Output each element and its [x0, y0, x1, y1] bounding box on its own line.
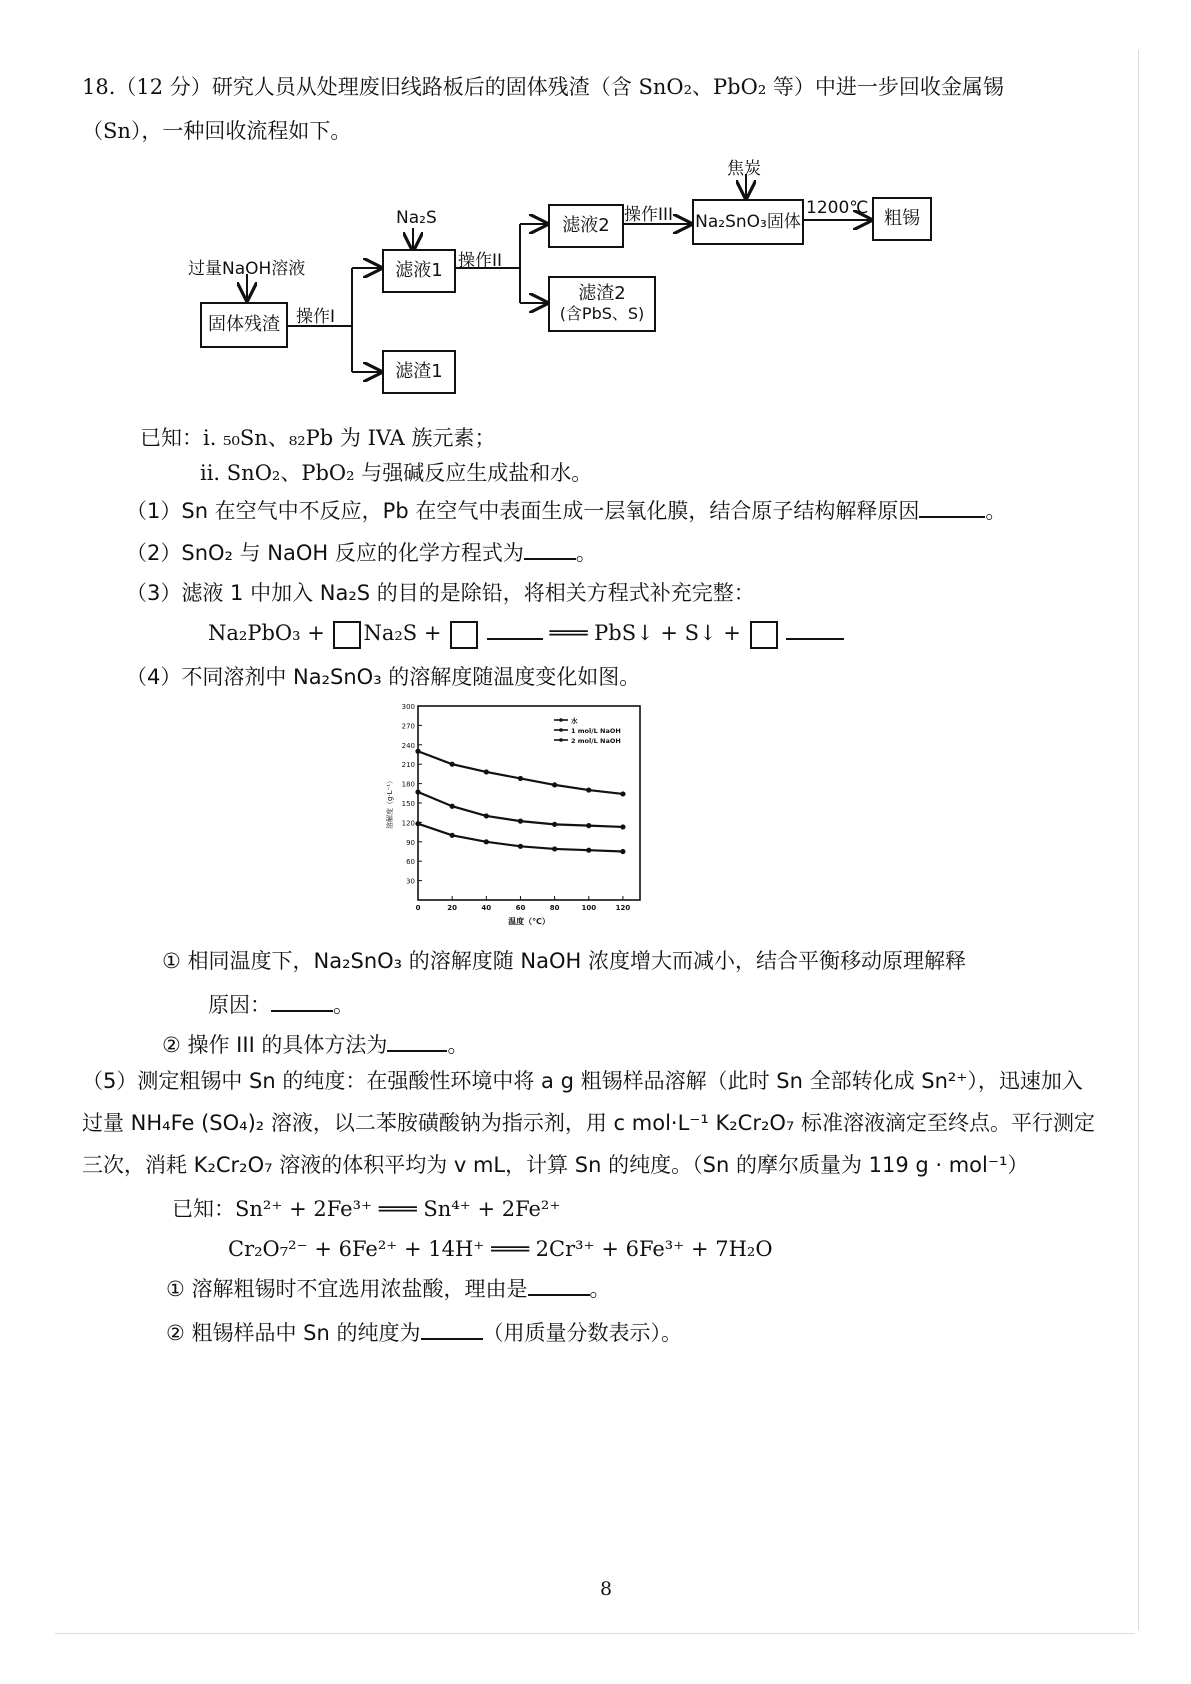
series-3-point [620, 849, 625, 854]
page-bottom-edge [55, 1633, 1135, 1634]
question-number: 18. [82, 75, 116, 99]
q5-2-text: ② 粗锡样品中 Sn 的纯度为 [166, 1321, 421, 1345]
coefficient-box-3[interactable] [750, 621, 778, 649]
q3: （3）滤液 1 中加入 Na₂S 的目的是除铅，将相关方程式补充完整： [126, 581, 755, 605]
q2-period: 。 [575, 541, 597, 565]
series-3-point [415, 821, 420, 826]
q4-1b-text: 原因： [208, 993, 271, 1017]
series-1-point [620, 791, 625, 796]
op1-label: 操作I [296, 307, 336, 327]
solubility-chart-svg [372, 700, 662, 932]
series-3-point [552, 846, 557, 851]
q3-eq-part-c: ═══ PbS↓ + S↓ + [549, 621, 741, 645]
question-score: （12 分） [115, 75, 212, 99]
legend-label-3: 2 mol/L NaOH [571, 737, 621, 745]
series-3-point [450, 833, 455, 838]
known-label: 已知： [140, 426, 203, 450]
q2-text: （2）SnO₂ 与 NaOH 反应的化学方程式为 [126, 541, 524, 565]
series-2-point [552, 822, 557, 827]
q5-line2: 过量 NH₄Fe (SO₄)₂ 溶液，以二苯胺磺酸钠为指示剂，用 c mol·L⁻¹ K₂Cr₂O₇ 标准溶液滴定至终点。平行测定 [82, 1111, 1095, 1135]
y-tick-label: 180 [401, 780, 415, 789]
series-2-point [415, 789, 420, 794]
q1-text: （1）Sn 在空气中不反应，Pb 在空气中表面生成一层氧化膜，结合原子结构解释原因 [126, 499, 920, 523]
reactant-blank[interactable] [487, 618, 543, 640]
legend-marker-2 [559, 728, 563, 732]
box-filtrate2: 滤液2 [548, 204, 624, 248]
y-tick-label: 120 [401, 819, 415, 828]
series-2-point [450, 804, 455, 809]
q5-2-answer-blank[interactable] [421, 1318, 483, 1340]
q3-eq-part-a: Na₂PbO₃ + [208, 621, 325, 645]
x-tick-label: 20 [447, 904, 458, 912]
series-1-point [552, 782, 557, 787]
box-crude-tin: 粗锡 [872, 197, 932, 241]
series-1-point [415, 749, 420, 754]
q4: （4）不同溶剂中 Na₂SnO₃ 的溶解度随温度变化如图。 [126, 665, 641, 689]
box-solid-residue: 固体残渣 [200, 302, 288, 348]
y-tick-label: 60 [406, 858, 415, 867]
y-tick-label: 30 [406, 877, 415, 886]
q4-2-text: ② 操作 III 的具体方法为 [162, 1033, 388, 1057]
reagent-coke-label: 焦炭 [727, 159, 761, 179]
solubility-chart [372, 700, 662, 932]
series-2-point [620, 824, 625, 829]
legend-marker-3 [559, 738, 563, 742]
op2-label: 操作II [458, 251, 503, 271]
q5-1-text: ① 溶解粗锡时不宜选用浓盐酸，理由是 [166, 1277, 528, 1301]
q5-known-eq1 [172, 1194, 560, 1224]
x-tick-label: 100 [581, 904, 597, 912]
y-tick-label: 270 [401, 722, 415, 731]
series-1-point [586, 787, 591, 792]
box-filtrate1: 滤液1 [382, 249, 456, 293]
series-1-point [518, 776, 523, 781]
q2 [126, 538, 597, 568]
q1-period: 。 [985, 499, 1007, 523]
product-blank[interactable] [786, 618, 844, 640]
q1-answer-blank[interactable] [919, 496, 985, 518]
series-2-point [586, 823, 591, 828]
y-tick-label: 300 [401, 703, 415, 711]
temperature-label: 1200℃ [806, 198, 869, 218]
box-residue2-title: 滤渣2 [578, 283, 626, 304]
q4-1b-period: 。 [333, 993, 354, 1017]
known-ii: ii. SnO₂、PbO₂ 与强碱反应生成盐和水。 [200, 461, 593, 485]
known-line-i [140, 423, 495, 453]
q3-equation [208, 618, 844, 649]
box-na2sno3-solid: Na₂SnO₃固体 [692, 199, 804, 245]
x-tick-label: 80 [549, 904, 560, 912]
y-tick-label: 90 [406, 838, 415, 847]
y-tick-label: 210 [401, 761, 415, 770]
question-intro-line1: 研究人员从处理废旧线路板后的固体残渣（含 SnO₂、PbO₂ 等）中进一步回收金属锡 [211, 75, 1004, 99]
coefficient-box-1[interactable] [333, 621, 361, 649]
series-3-point [518, 844, 523, 849]
x-axis-label: 温度（℃） [508, 917, 550, 926]
q5-eq1: Sn²⁺ + 2Fe³⁺ ═══ Sn⁴⁺ + 2Fe²⁺ [235, 1197, 561, 1221]
q4-2 [162, 1030, 468, 1060]
q4-1-answer-blank[interactable] [271, 990, 333, 1012]
y-tick-label: 150 [401, 800, 415, 808]
series-1-point [484, 769, 489, 774]
page-number: 8 [600, 1578, 613, 1600]
q2-answer-blank[interactable] [524, 538, 576, 560]
q1 [126, 496, 1006, 526]
q5-line1: （5）测定粗锡中 Sn 的纯度：在强酸性环境中将 a g 粗锡样品溶解（此时 Sn 全部转化成 Sn²⁺），迅速加入 [82, 1069, 1083, 1093]
coefficient-box-2[interactable] [450, 621, 478, 649]
series-2-point [484, 813, 489, 818]
y-tick-label: 240 [401, 741, 415, 750]
series-1-point [450, 762, 455, 767]
q5-1-answer-blank[interactable] [528, 1274, 590, 1296]
q5-eq2: Cr₂O₇²⁻ + 6Fe²⁺ + 14H⁺ ═══ 2Cr³⁺ + 6Fe³⁺ + 7H₂O [228, 1237, 773, 1261]
q5-1 [166, 1274, 611, 1304]
q5-2 [166, 1318, 682, 1348]
q5-line3: 三次，消耗 K₂Cr₂O₇ 溶液的体积平均为 v mL，计算 Sn 的纯度。（Sn 的摩尔质量为 119 g · mol⁻¹） [82, 1153, 1029, 1177]
q4-1b [208, 990, 354, 1020]
series-line-1 [418, 751, 623, 794]
legend-label-2: 1 mol/L NaOH [571, 727, 621, 735]
x-tick-label: 120 [615, 904, 631, 912]
x-tick-label: 60 [515, 904, 526, 912]
op3-label: 操作III [624, 205, 674, 225]
y-axis-label: 溶解度（g·L⁻¹） [386, 776, 394, 830]
series-3-point [484, 839, 489, 844]
legend-label-1: 水 [571, 717, 578, 725]
box-residue2 [548, 276, 656, 332]
q5-1-period: 。 [589, 1277, 611, 1301]
q5-known-label: 已知： [172, 1197, 235, 1221]
legend-marker-1 [559, 718, 563, 722]
box-residue1: 滤渣1 [382, 350, 456, 394]
x-tick-label: 0 [415, 904, 421, 912]
q3-eq-part-b: Na₂S + [363, 621, 442, 645]
box-residue2-note: (含PbS、S) [559, 304, 645, 323]
plot-frame [418, 706, 640, 900]
x-tick-label: 40 [481, 904, 492, 912]
known-i: i. ₅₀Sn、₈₂Pb 为 IVA 族元素； [203, 426, 496, 450]
series-3-point [586, 848, 591, 853]
series-2-point [518, 819, 523, 824]
q4-1a: ① 相同温度下，Na₂SnO₃ 的溶解度随 NaOH 浓度增大而减小，结合平衡移动原理解释 [162, 949, 967, 973]
reagent-na2s-label: Na₂S [396, 208, 437, 228]
q4-2-period: 。 [447, 1033, 469, 1057]
question-intro-line2: （Sn），一种回收流程如下。 [82, 119, 352, 143]
reagent-naoh-label: 过量NaOH溶液 [188, 259, 306, 279]
q4-2-answer-blank[interactable] [387, 1030, 447, 1052]
q5-2-suffix: （用质量分数表示）。 [482, 1321, 682, 1345]
